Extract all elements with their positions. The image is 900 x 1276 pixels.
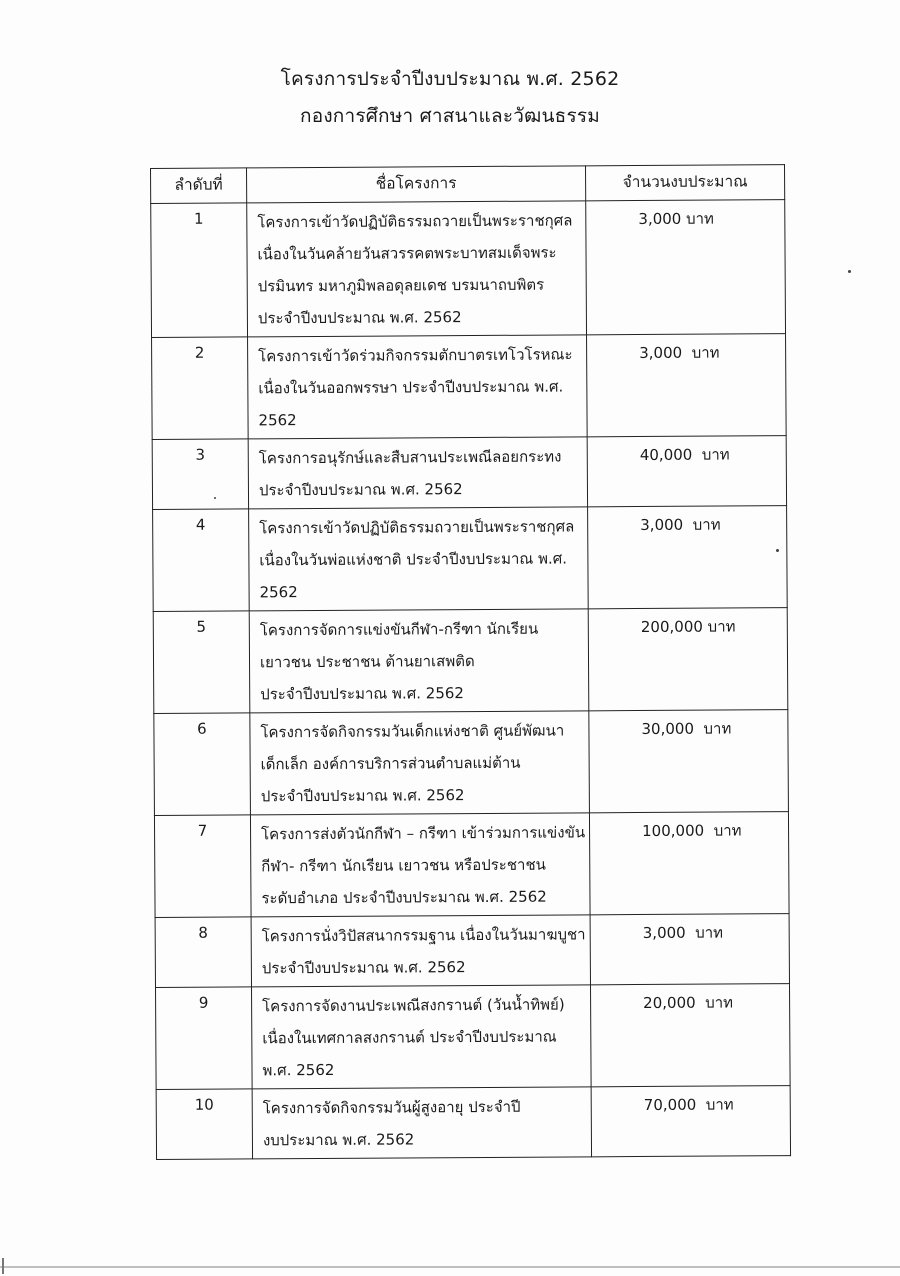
budget-amount: 3,000 บาท [587,334,787,437]
table-row [155,914,789,988]
budget-amount: 40,000 บาท [587,436,786,507]
project-name-line: ประจำปีงบประมาณ พ.ศ. 2562 [260,786,465,806]
project-name-cell [250,813,590,917]
project-name-line: พ.ศ. 2562 [262,1060,335,1080]
project-name-line: เด็กเล็ก องค์การบริการส่วนตำบลแม่ต้าน [260,753,521,774]
budget-amount: 30,000 บาท [589,710,789,813]
budget-amount: 3,000 บาท [588,506,788,609]
header-number: ลำดับที่ [151,168,247,204]
project-name-line: 2562 [258,411,297,430]
header-project-name: ชื่อโครงการ [246,166,585,203]
project-name-line: เนื่องในวันออกพรรษา ประจำปีงบประมาณ พ.ศ. [258,377,564,398]
scan-speck [848,270,851,273]
scan-speck [776,549,779,552]
project-name-line: ประจำปีงบประมาณ พ.ศ. 2562 [261,958,466,978]
table-body [151,200,791,1160]
page-left-mark [2,1258,4,1274]
budget-amount: 200,000 บาท [588,608,788,711]
project-name-cell [251,985,591,1089]
budget-amount: 70,000 บาท [591,1086,790,1157]
project-name-line: เยาวชน ประชาชน ต้านยาเสพติด [259,652,475,672]
table-row [153,608,788,714]
project-name-line: เนื่องในเทศกาลสงกรานต์ ประจำปีงบประมาณ [262,1027,557,1048]
project-name-line: โครงการเข้าวัดปฏิบัติธรรมถวายเป็นพระราชกุศล [259,517,575,538]
row-number: 7 [154,815,251,918]
project-name-cell [248,437,587,509]
budget-amount: 3,000 บาท [586,200,786,335]
table-row [152,436,786,510]
project-name-cell [249,609,589,713]
project-name-line: กีฬา- กรีฑา นักเรียน เยาวชน หรือประชาชน [261,855,546,876]
project-name-cell [248,335,588,439]
project-name-cell [252,1087,591,1159]
table-row [154,812,789,918]
table-row [152,334,787,440]
row-number: 9 [156,987,253,1090]
document-subtitle: กองการศึกษา ศาสนาและวัฒนธรรม [300,105,600,127]
project-name-line: งบประมาณ พ.ศ. 2562 [262,1130,415,1150]
row-number: 1 [151,203,248,338]
project-name-cell [251,915,590,987]
header-budget: จำนวนงบประมาณ [586,165,785,201]
project-name-line: ระดับอำเภอ ประจำปีงบประมาณ พ.ศ. 2562 [261,887,547,908]
project-name-line: โครงการเข้าวัดปฏิบัติธรรมถวายเป็นพระราชกุศล [257,211,573,232]
project-name-line: ปรมินทร มหาภูมิพลอดุลยเดช บรมนาถบพิตร [257,275,545,296]
row-number: 4 [153,509,250,612]
project-name-line: โครงการนั่งวิปัสสนากรรมฐาน เนื่องในวันมาฆบูชา [261,925,586,946]
project-name-line: โครงการส่งตัวนักกีฬา – กรีฑา เข้าร่วมการแข่งขัน [260,823,586,844]
row-number: 5 [153,611,250,714]
table-row [151,200,786,338]
project-name-line: โครงการจัดกิจกรรมวันเด็กแห่งชาติ ศูนย์พัฒนา [260,721,565,742]
project-name-line: โครงการจัดกิจกรรมวันผู้สูงอายุ ประจำปี [262,1097,521,1118]
row-number: 3 [152,439,248,510]
budget-amount: 100,000 บาท [589,812,789,915]
budget-table [150,164,791,1160]
budget-amount: 20,000 บาท [591,984,791,1087]
scan-speck [214,497,216,499]
project-name-line: โครงการอนุรักษ์และสืบสานประเพณีลอยกระทง [258,447,562,468]
project-name-cell [249,507,589,611]
document-title: โครงการประจำปีงบประมาณ พ.ศ. 2562 [280,68,620,90]
row-number: 6 [154,713,251,816]
page-bottom-edge [0,1266,900,1268]
project-name-line: โครงการเข้าวัดร่วมกิจกรรมตักบาตรเทโวโรหณะ [258,345,573,366]
table-row [153,506,788,612]
project-name-line: ประจำปีงบประมาณ พ.ศ. 2562 [260,684,464,704]
budget-amount: 3,000 บาท [590,914,789,985]
project-name-line: ประจำปีงบประมาณ พ.ศ. 2562 [258,480,463,500]
table-row [156,984,791,1090]
project-name-line: 2562 [259,583,298,602]
project-name-cell [247,201,587,337]
project-name-line: ประจำปีงบประมาณ พ.ศ. 2562 [257,308,462,328]
table-row [156,1086,790,1160]
project-name-line: โครงการจัดการแข่งขันกีฬา-กรีฑา นักเรียน [259,619,539,640]
project-name-line: เนื่องในวันพ่อแห่งชาติ ประจำปีงบประมาณ พ.ศ. [259,549,568,570]
table-row [154,710,789,816]
row-number: 10 [156,1089,252,1160]
project-name-line: เนื่องในวันคล้ายวันสวรรคตพระบาทสมเด็จพระ [257,243,557,264]
row-number: 8 [155,917,251,988]
project-name-line: โครงการจัดงานประเพณีสงกรานต์ (วันน้ำทิพย์) [262,995,565,1016]
project-name-cell [250,711,590,815]
table-header-row [151,165,785,204]
row-number: 2 [152,337,249,440]
